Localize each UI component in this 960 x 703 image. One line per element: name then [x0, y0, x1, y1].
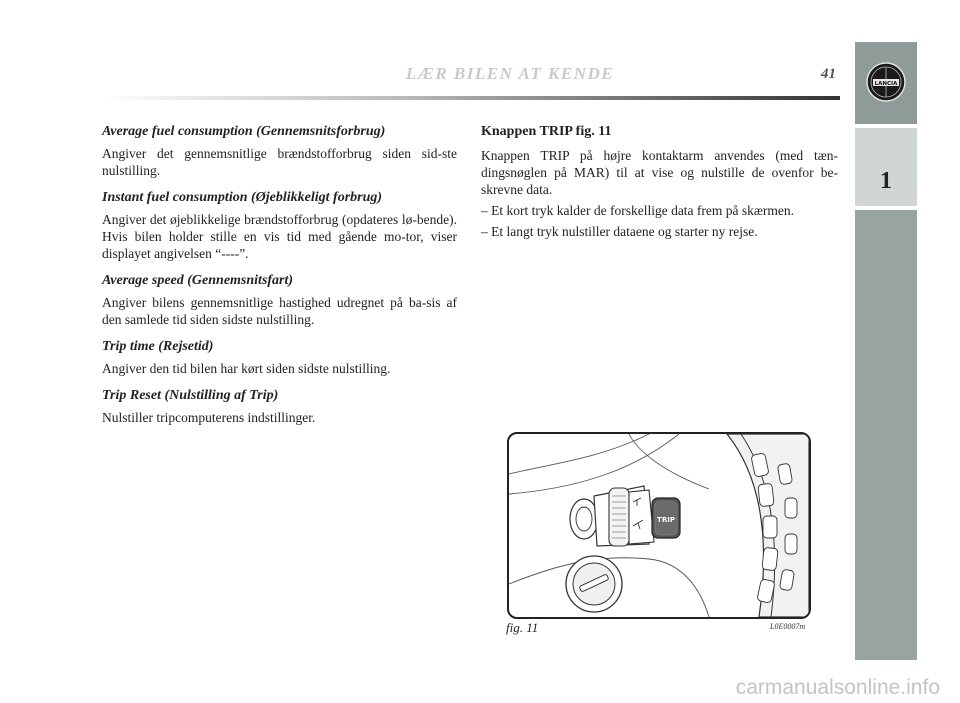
section-instant-fuel — [102, 189, 457, 262]
section-average-speed — [102, 272, 457, 328]
paragraph: Knappen TRIP på højre kontaktarm anvendes (med tæn-dingsnøglen på MAR) til at vise og nulstille de ovenfor be-skrevne data. — [481, 148, 838, 197]
watermark: carmanualsonline.info — [735, 676, 940, 699]
section-trip-reset — [102, 387, 457, 426]
chapter-sidebar — [855, 42, 917, 660]
right-column — [481, 123, 838, 244]
header-rule — [100, 96, 840, 100]
logo-box — [855, 42, 917, 124]
section-heading: Instant fuel consumption (Øjeblikkeligt forbrug) — [102, 190, 383, 205]
trip-lever-illustration — [509, 434, 809, 617]
section-body: Angiver den tid bilen har kørt siden sidste nulstilling. — [102, 361, 391, 376]
section-body: Nulstiller tripcomputerens indstillinger. — [102, 410, 316, 425]
section-average-fuel — [102, 123, 457, 179]
section-heading: Average speed (Gennemsnitsfart) — [102, 273, 294, 288]
section-heading: Trip time (Rejsetid) — [102, 339, 214, 354]
section-heading: Trip Reset (Nulstilling af Trip) — [102, 388, 279, 403]
page-number: 41 — [821, 66, 836, 82]
chapter-tab — [855, 128, 917, 206]
running-header: LÆR BILEN AT KENDE — [405, 64, 615, 83]
trip-button-heading: Knappen TRIP fig. 11 — [481, 124, 612, 139]
section-trip-time — [102, 338, 457, 377]
logo-text: LANCIA — [874, 81, 898, 87]
section-body: Angiver det øjeblikkelige brændstofforbrug (opdateres lø-bende). Hvis bilen holder stille en vis tid med gående mo-tor, viser displayet angivelsen “----”. — [102, 212, 457, 261]
section-heading: Average fuel consumption (Gennemsnitsforbrug) — [102, 124, 386, 139]
lancia-shield-icon — [865, 58, 907, 106]
trip-button-label: TRIP — [657, 516, 675, 524]
figure-caption: fig. 11 — [506, 620, 539, 635]
left-column — [102, 123, 457, 436]
section-body: Angiver det gennemsnitlige brændstofforbrug siden sid-ste nulstilling. — [102, 146, 457, 178]
paragraph: – Et langt tryk nulstiller dataene og starter ny rejse. — [481, 224, 758, 239]
sidebar-divider — [855, 206, 917, 210]
paragraph: – Et kort tryk kalder de forskellige data frem på skærmen. — [481, 203, 795, 218]
section-body: Angiver bilens gennemsnitlige hastighed udregnet på ba-sis af den samlede tid siden sidste nulstilling. — [102, 295, 457, 327]
figure-code: L0E0007m — [770, 622, 806, 631]
chapter-number: 1 — [880, 168, 892, 194]
figure-trip-button — [507, 432, 811, 619]
